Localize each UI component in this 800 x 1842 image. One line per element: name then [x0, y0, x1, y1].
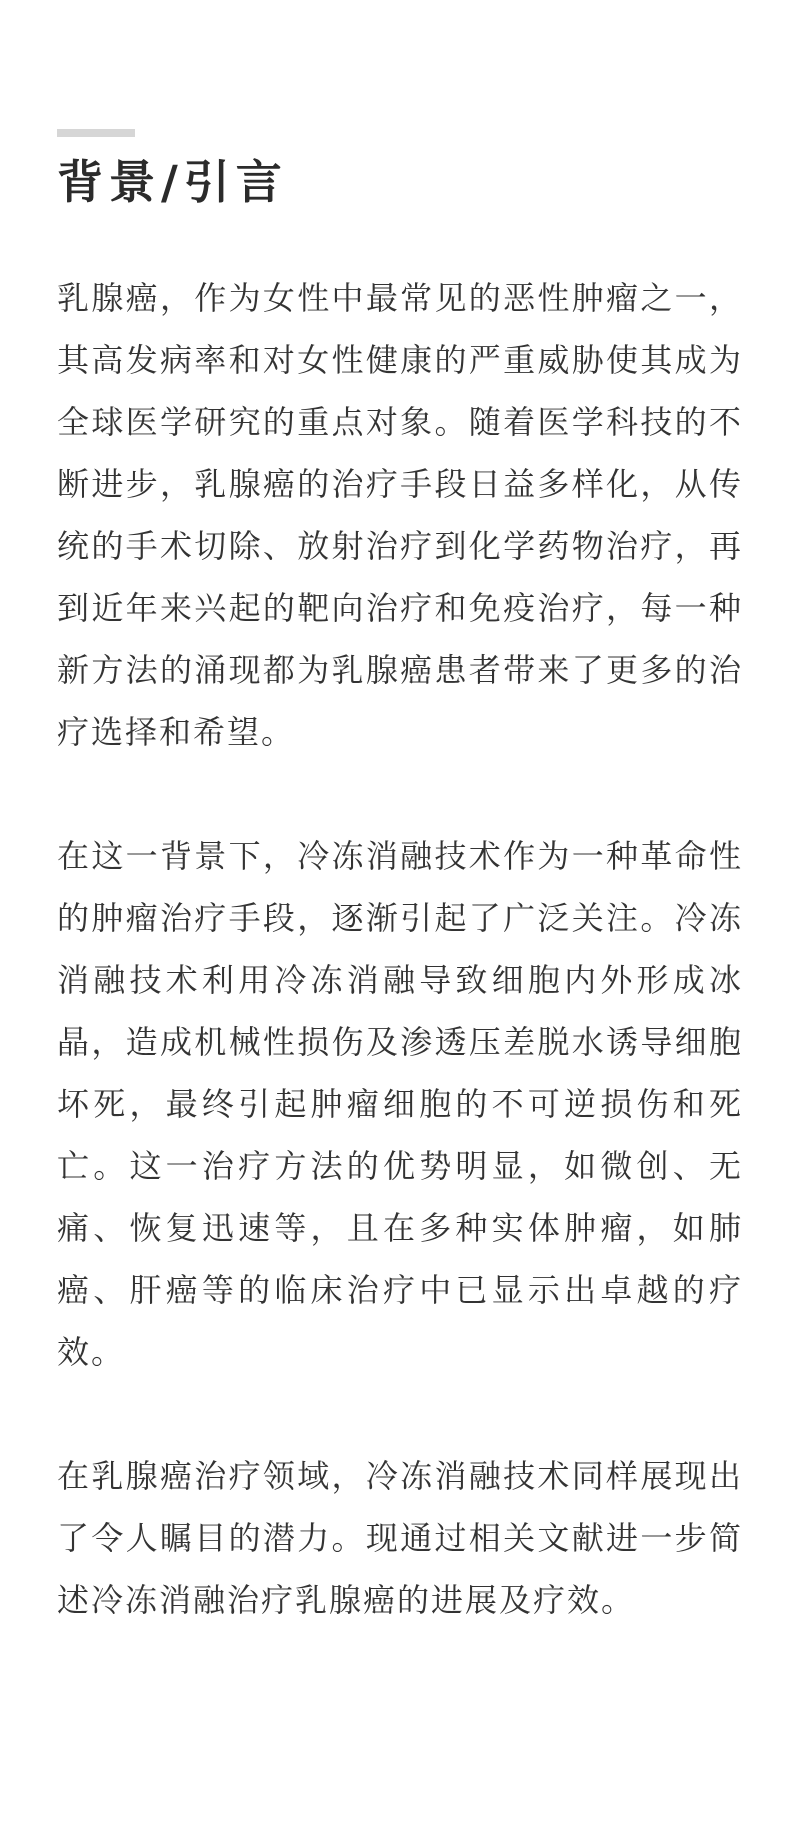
body-paragraph-2: 在这一背景下，冷冻消融技术作为一种革命性的肿瘤治疗手段，逐渐引起了广泛关注。冷冻消融技术利用冷冻消融导致细胞内外形成冰晶，造成机械性损伤及渗透压差脱水诱导细胞坏死，最终引起肿瘤细胞的不可逆损伤和死亡。这一治疗方法的优势明显，如微创、无痛、恢复迅速等，且在多种实体肿瘤，如肺癌、肝癌等的临床治疗中已显示出卓越的疗效。 [57, 838, 743, 1371]
article-page [0, 129, 800, 1842]
accent-bar [57, 129, 135, 137]
body-paragraph-1: 乳腺癌，作为女性中最常见的恶性肿瘤之一，其高发病率和对女性健康的严重威胁使其成为全球医学研究的重点对象。随着医学科技的不断进步，乳腺癌的治疗手段日益多样化，从传统的手术切除、放射治疗到化学药物治疗，再到近年来兴起的靶向治疗和免疫治疗，每一种新方法的涌现都为乳腺癌患者带来了更多的治疗选择和希望。 [57, 280, 743, 751]
body-paragraph-3: 在乳腺癌治疗领域，冷冻消融技术同样展现出了令人瞩目的潜力。现通过相关文献进一步简述冷冻消融治疗乳腺癌的进展及疗效。 [57, 1458, 743, 1619]
page-title: 背景/引言 [57, 155, 288, 209]
